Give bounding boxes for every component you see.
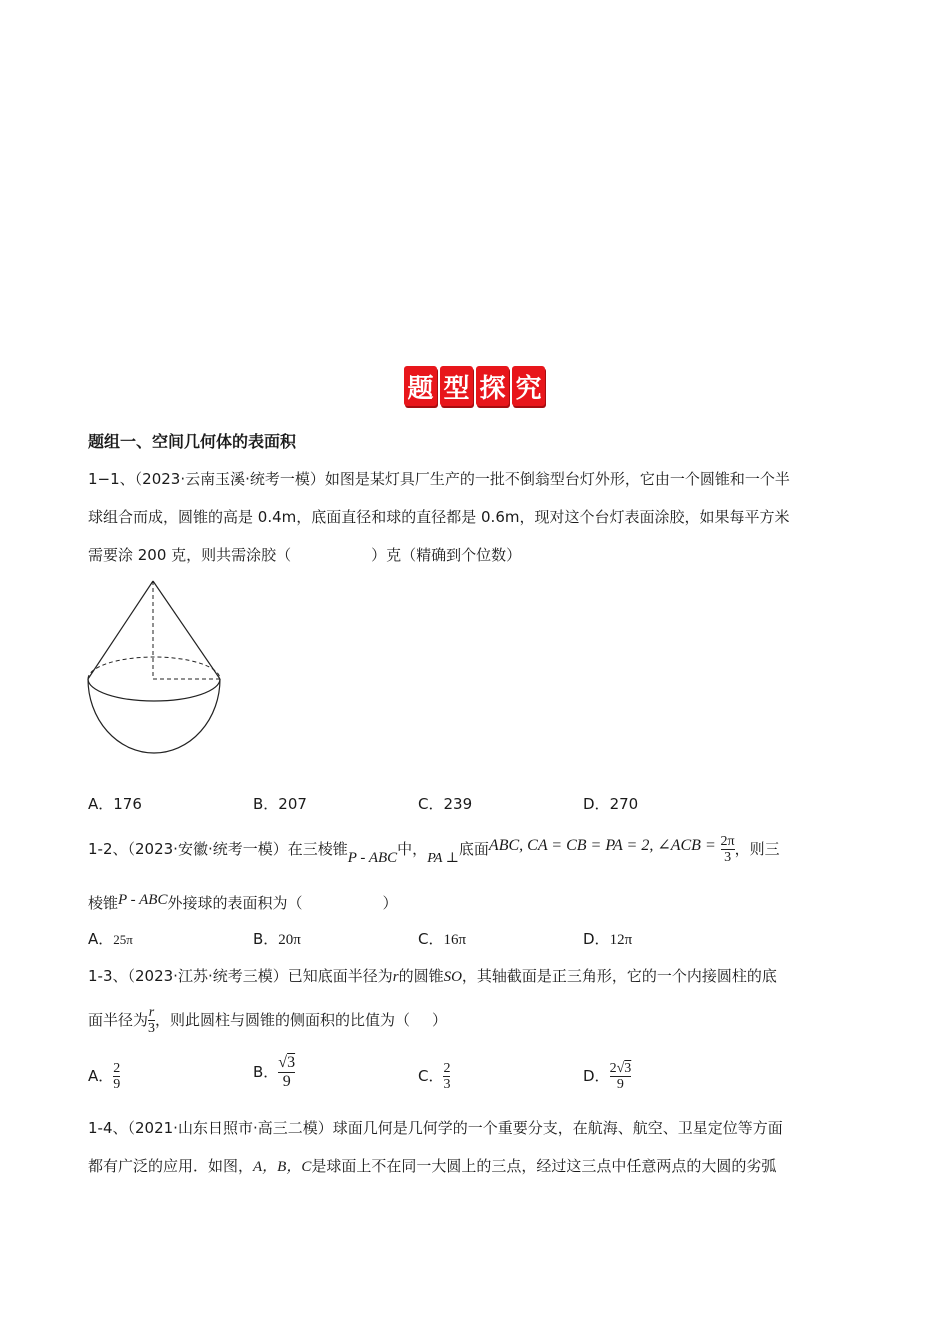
hemisphere [88, 679, 220, 753]
q1-option-b[interactable]: B．207 [253, 795, 307, 813]
q2-option-d[interactable]: D．12π [583, 930, 633, 948]
q1-line1: 1−1、（2023·云南玉溪·统考一模）如图是某灯具厂生产的一批不倒翁型台灯外形，它由一个圆锥和一个半 [88, 470, 790, 488]
section-title: 题组一、空间几何体的表面积 [88, 432, 297, 451]
q2-option-a[interactable]: A．25π [88, 930, 133, 948]
q4-line1: 1-4、（2021·山东日照市·高三二模）球面几何是几何学的一个重要分支，在航海、航空、卫星定位等方面 [88, 1119, 783, 1137]
q2-line1: 1-2、（2023·安徽·统考一模）在三棱锥P - ABC中，PA ⊥底面ABC, CA = CB = PA = 2, ∠ACB = $\frac{2\pi}{3}$ ，则三 [88, 834, 780, 866]
q3-option-b[interactable]: B． $\frac{√3}{9}$ [253, 1054, 296, 1090]
q1-line3: 需要涂 200 克，则共需涂胶（ ）克（精确到个位数） [88, 546, 522, 564]
q3-option-a[interactable]: A． $\frac{2}{9}$ [88, 1061, 121, 1092]
radius-fraction: $\frac{r}{3}$ [148, 1005, 156, 1036]
q3-line1: 1-3、（2023·江苏·统考三模）已知底面半径为r的圆锥SO，其轴截面是正三角形，它的一个内接圆柱的底 [88, 967, 777, 985]
q2-line2: 棱锥P - ABC外接球的表面积为（ ） [88, 892, 398, 912]
q3-option-d[interactable]: D． $\frac{2√3}{9}$ [583, 1061, 632, 1092]
q1-option-d[interactable]: D．270 [583, 795, 639, 813]
base-back-arc [88, 657, 220, 679]
banner-char: 探 [476, 366, 509, 406]
banner-char: 型 [440, 366, 473, 406]
cone-left-edge [88, 581, 153, 679]
section-banner [404, 366, 546, 410]
banner-char: 题 [404, 366, 437, 406]
q1-line2: 球组合而成，圆锥的高是 0.4m，底面直径和球的直径都是 0.6m，现对这个台灯表面涂胶，如果每平方米 [88, 508, 790, 526]
q4-line2: 都有广泛的应用．如图，A，B，C是球面上不在同一大圆上的三点，经过这三点中任意两点的大圆的劣弧 [88, 1157, 777, 1175]
q2-option-c[interactable]: C．16π [418, 930, 467, 948]
banner-char: 究 [512, 366, 545, 406]
q1-option-a[interactable]: A．176 [88, 795, 142, 813]
q2-option-b[interactable]: B．20π [253, 930, 301, 948]
q3-option-c[interactable]: C． $\frac{2}{3}$ [418, 1061, 451, 1092]
base-front-arc [88, 679, 220, 701]
q1-label: 1−1、 [88, 470, 135, 488]
q1-option-c[interactable]: C．239 [418, 795, 473, 813]
lamp-figure [80, 575, 230, 760]
angle-fraction: $\frac{2\pi}{3}$ [720, 834, 735, 865]
cone-right-edge [153, 581, 220, 679]
q3-line2: 面半径为 $\frac{r}{3}$ ，则此圆柱与圆锥的侧面积的比值为（ ） [88, 1005, 448, 1036]
